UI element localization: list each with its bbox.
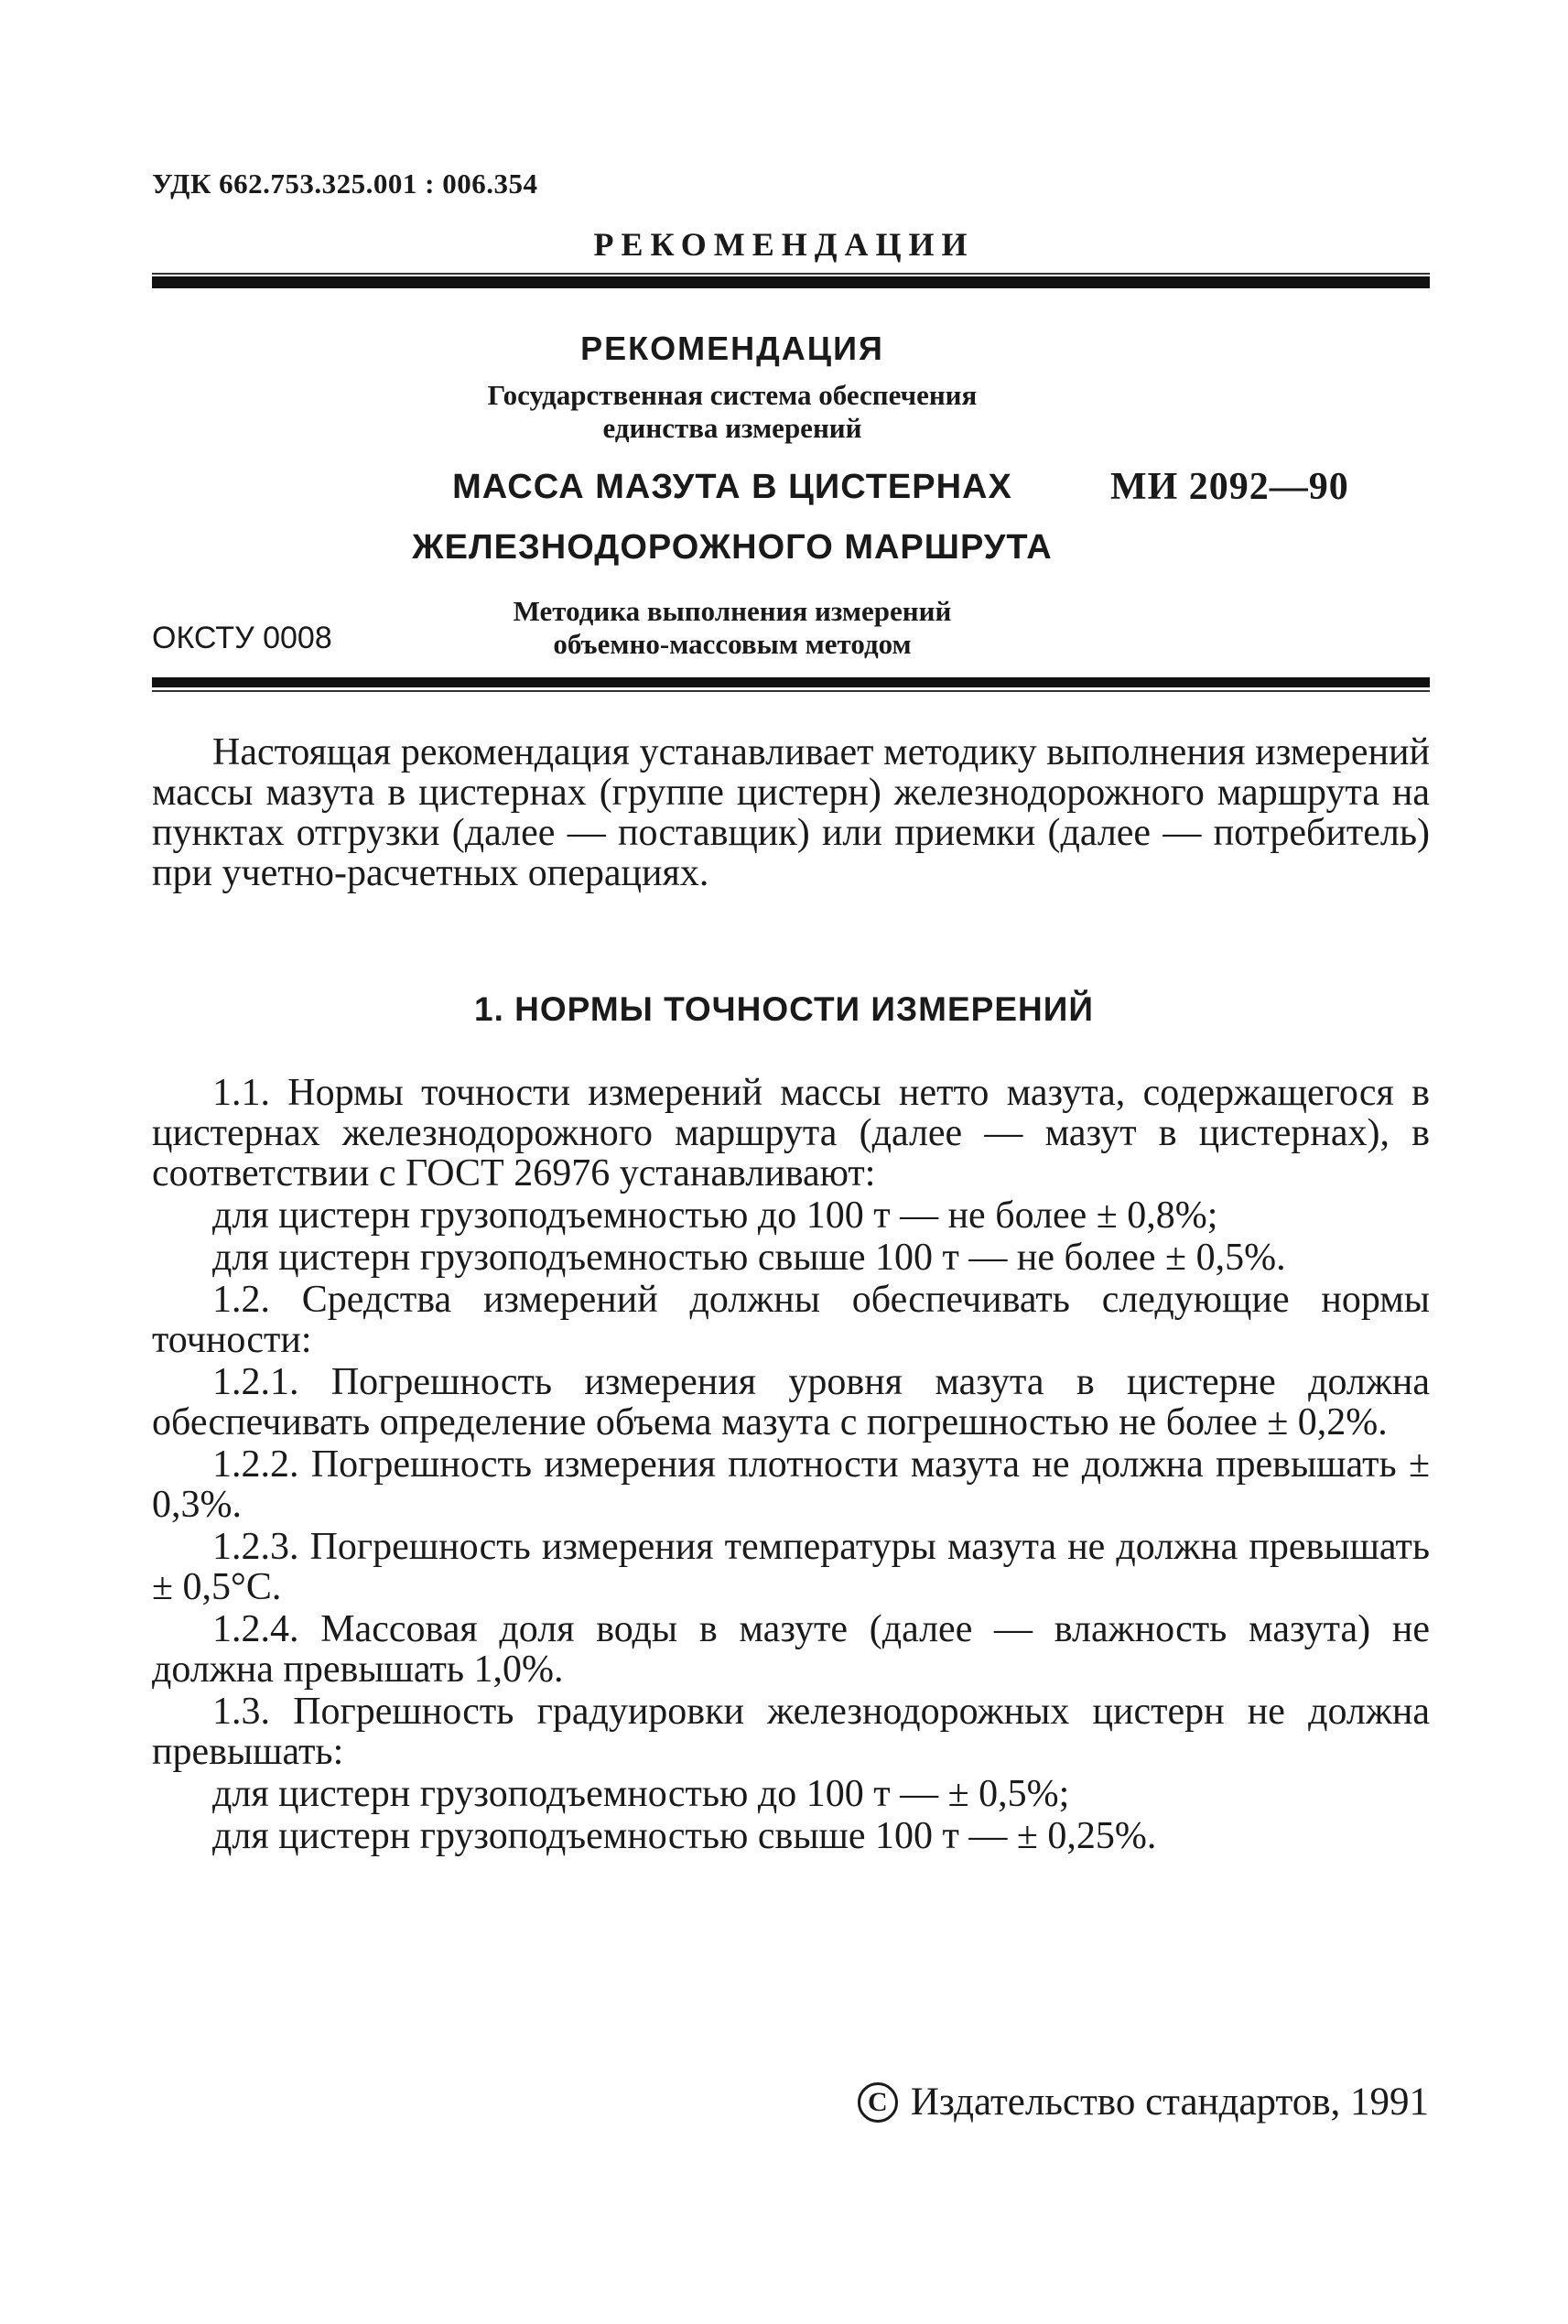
intro-section: [152, 732, 1430, 893]
copyright-icon: С: [858, 2082, 898, 2123]
system-line-2: единства измерений: [602, 412, 862, 444]
paragraph-1-1-a: для цистерн грузоподъемностью до 100 т — не более ± 0,8%;: [212, 1194, 1218, 1237]
title-block: [275, 330, 1190, 661]
bottom-rule-thin: [152, 690, 1430, 692]
paragraph-1-3: 1.3. Погрешность градуировки железнодорожных цистерн не должна превышать:: [152, 1691, 1430, 1773]
okstu-code: ОКСТУ 0008: [152, 621, 332, 655]
section-1-body: [152, 1073, 1430, 1858]
section-heading: РЕКОМЕНДАЦИИ: [593, 226, 975, 263]
top-rule: [152, 276, 1430, 288]
document-title-line-1: МАССА МАЗУТА В ЦИСТЕРНАХ: [452, 468, 1012, 506]
udk-code: УДК 662.753.325.001 : 006.354: [152, 168, 538, 200]
document-title-line-2: ЖЕЛЕЗНОДОРОЖНОГО МАРШРУТА: [412, 528, 1053, 567]
paragraph-1-2-1: 1.2.1. Погрешность измерения уровня мазута в цистерне должна обеспечивать определение объема мазута с погрешностью не более ± 0,2%.: [152, 1361, 1430, 1443]
paragraph-1-3-a: для цистерн грузоподъемностью до 100 т — ± 0,5%;: [212, 1773, 1070, 1815]
intro-paragraph: Настоящая рекомендация устанавливает методику выполнения измерений массы мазута в цистернах (группе цистерн) железнодорожного маршрута на пунктах отгрузки (далее — поставщик) или приемки (далее — потребитель) при учетно-расчетных операциях.: [152, 731, 1430, 894]
document-code: МИ 2092—90: [1110, 466, 1349, 508]
top-rule-thin: [152, 273, 1430, 275]
paragraph-1-2: 1.2. Средства измерений должны обеспечивать следующие нормы точности:: [152, 1279, 1430, 1361]
method-line-1: Методика выполнения измерений: [513, 595, 952, 627]
paragraph-1-1-b: для цистерн грузоподъемностью свыше 100 т — не более ± 0,5%.: [212, 1237, 1286, 1279]
section-1-heading: 1. НОРМЫ ТОЧНОСТИ ИЗМЕРЕНИЙ: [474, 990, 1094, 1028]
paragraph-1-2-2: 1.2.2. Погрешность измерения плотности мазута не должна превышать ± 0,3%.: [152, 1443, 1430, 1526]
publisher-text: Издательство стандартов, 1991: [910, 2081, 1429, 2124]
paragraph-1-1: 1.1. Нормы точности измерений массы нетто мазута, содержащегося в цистернах железнодорожного маршрута (далее — мазут в цистернах), в соответствии с ГОСТ 26976 устанавливают:: [152, 1072, 1430, 1194]
paragraph-1-2-3: 1.2.3. Погрешность измерения температуры мазута не должна превышать ± 0,5°С.: [152, 1526, 1430, 1608]
system-line-1: Государственная система обеспечения: [487, 379, 978, 411]
paragraph-1-3-b: для цистерн грузоподъемностью свыше 100 т — ± 0,25%.: [212, 1815, 1157, 1857]
bottom-rule: [152, 677, 1430, 687]
paragraph-1-2-4: 1.2.4. Массовая доля воды в мазуте (далее — влажность мазута) не должна превышать 1,0%.: [152, 1608, 1430, 1691]
method-line-2: объемно-массовым методом: [553, 628, 912, 660]
copyright-line: [858, 2080, 1429, 2124]
recommendation-label: РЕКОМЕНДАЦИЯ: [580, 330, 884, 367]
